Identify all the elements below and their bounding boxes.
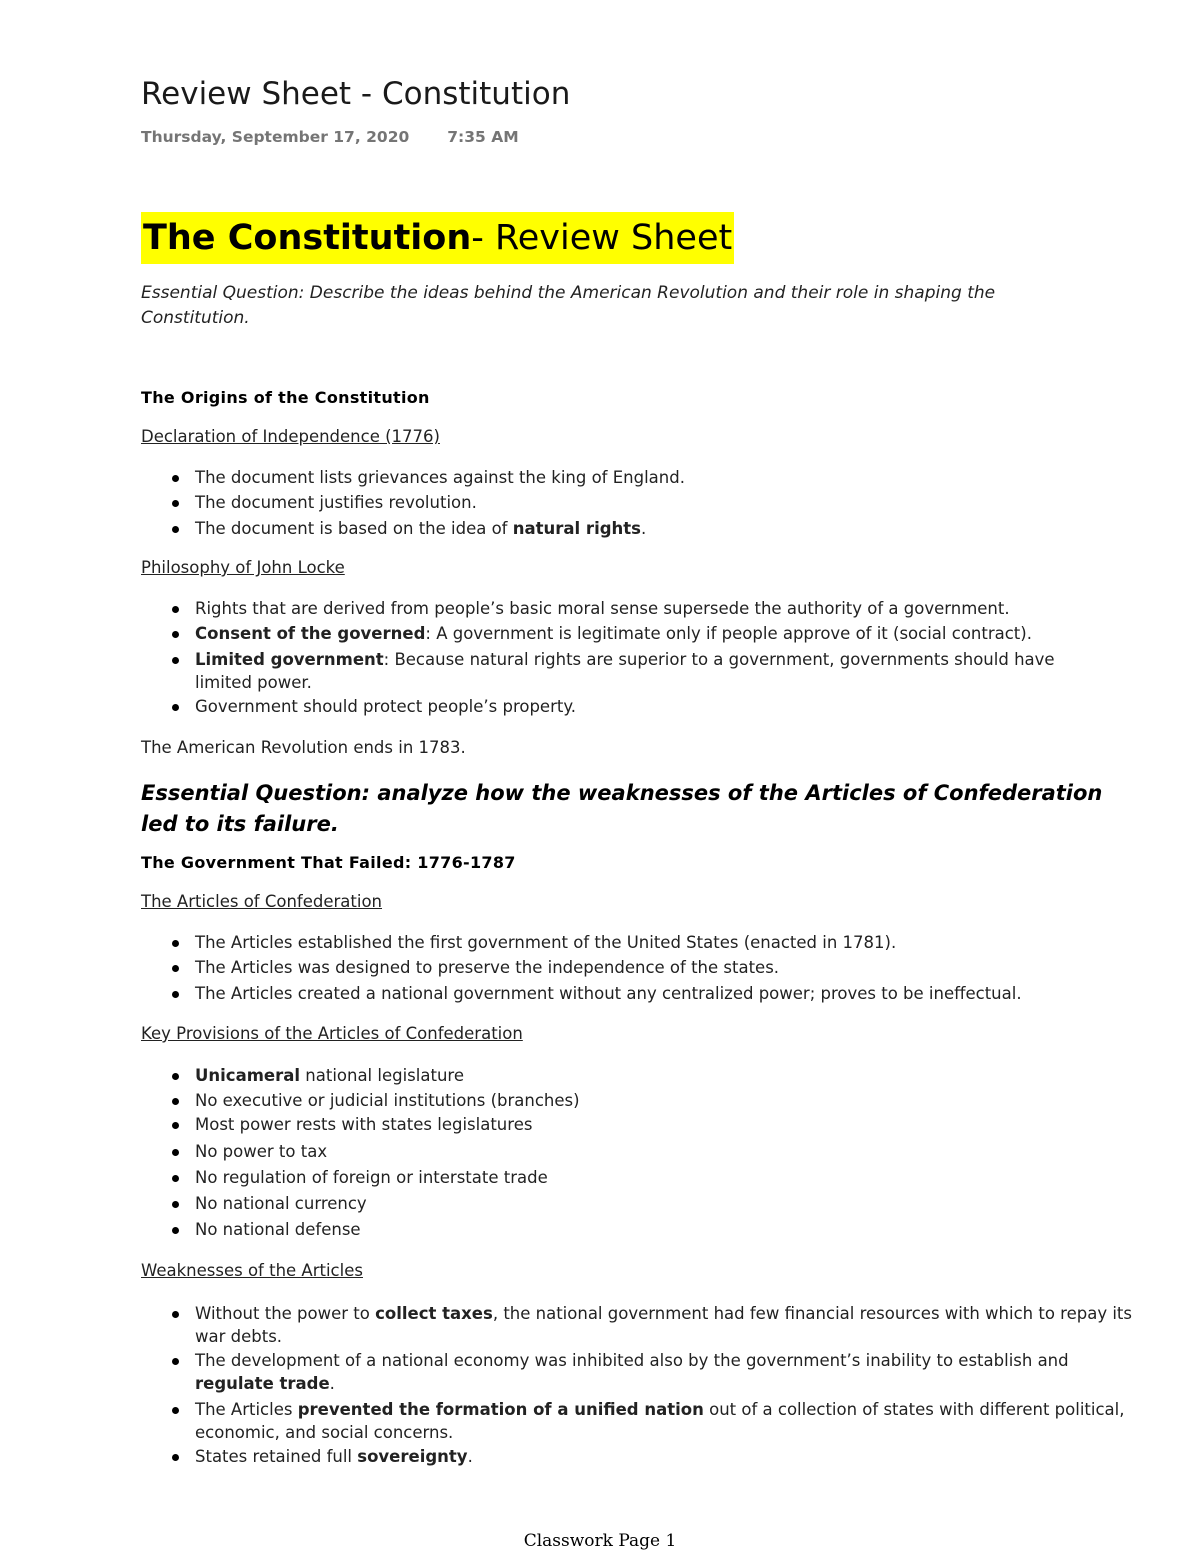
heading-bold: The Constitution — [143, 218, 472, 258]
document-heading — [141, 212, 734, 264]
essential-question-1: Essential Question: Describe the ideas behind the American Revolution and their role in shaping the Constitution. — [141, 283, 996, 328]
articles-list — [141, 932, 1101, 1006]
list-item: Limited government: Because natural rights are superior to a government, governments should have limited power. — [141, 649, 1101, 694]
heading-rest: - Review Sheet — [471, 218, 733, 258]
list-item: The document lists grievances against the king of England. — [141, 467, 1101, 490]
emphasis: Unicameral — [195, 1066, 301, 1085]
articles-title: The Articles of Confederation — [141, 892, 383, 911]
emphasis: Consent of the governed — [195, 623, 426, 643]
list-item: No national currency — [141, 1193, 1101, 1216]
list-item: Unicameral national legislature — [141, 1065, 1101, 1088]
weaknesses-list — [141, 1303, 1141, 1469]
page-footer: Classwork Page 1 — [523, 1531, 677, 1551]
locke-list — [141, 598, 1101, 719]
provisions-title: Key Provisions of the Articles of Confederation — [141, 1024, 523, 1043]
weaknesses-title: Weaknesses of the Articles — [141, 1261, 363, 1280]
note-time: 7:35 AM — [447, 128, 519, 146]
declaration-title: Declaration of Independence (1776) — [141, 427, 440, 446]
note-date: Thursday, September 17, 2020 — [141, 128, 410, 146]
list-item: The Articles prevented the formation of a unified nation out of a collection of states with different political, economic, and social concerns. — [141, 1399, 1141, 1444]
list-item: Most power rests with states legislatures — [141, 1114, 1101, 1137]
section-origins-title: The Origins of the Constitution — [141, 388, 430, 407]
emphasis: collect taxes — [375, 1304, 493, 1323]
list-item: Without the power to collect taxes, the national government had few financial resources with which to repay its war debts. — [141, 1303, 1141, 1348]
declaration-list — [141, 467, 1101, 541]
list-item: Government should protect people’s property. — [141, 696, 1101, 719]
list-item: No regulation of foreign or interstate trade — [141, 1167, 1101, 1190]
note-title: Review Sheet - Constitution — [141, 76, 571, 112]
essential-question-2: Essential Question: analyze how the weaknesses of the Articles of Confederation led to its failure. — [141, 781, 1103, 836]
list-item: No national defense — [141, 1219, 1101, 1242]
list-item: States retained full sovereignty. — [141, 1446, 1141, 1469]
emphasis: sovereignty — [357, 1447, 468, 1466]
emphasis: Limited government — [195, 650, 384, 669]
emphasis: prevented the formation of a unified nation — [297, 1400, 704, 1419]
list-item: No executive or judicial institutions (branches) — [141, 1090, 1101, 1113]
list-item: The Articles established the first government of the United States (enacted in 1781). — [141, 932, 1101, 955]
locke-title: Philosophy of John Locke — [141, 558, 345, 577]
emphasis: natural rights — [512, 519, 641, 538]
list-item: Rights that are derived from people’s basic moral sense supersede the authority of a government. — [141, 598, 1101, 621]
section-failed-title: The Government That Failed: 1776-1787 — [141, 853, 516, 872]
list-item: Consent of the governed: A government is legitimate only if people approve of it (social contract). — [141, 623, 1101, 646]
list-item: The Articles created a national government without any centralized power; proves to be ineffectual. — [141, 983, 1101, 1006]
revolution-end-note: The American Revolution ends in 1783. — [141, 738, 466, 757]
list-item: The document justifies revolution. — [141, 492, 1101, 515]
provisions-list — [141, 1065, 1101, 1242]
list-item: The document is based on the idea of natural rights. — [141, 518, 1101, 541]
emphasis: regulate trade — [195, 1373, 330, 1393]
list-item: The development of a national economy was inhibited also by the government’s inability to establish and regulate trade. — [141, 1350, 1141, 1395]
list-item: No power to tax — [141, 1141, 1101, 1164]
note-datetime — [141, 128, 519, 146]
list-item: The Articles was designed to preserve the independence of the states. — [141, 957, 1101, 980]
